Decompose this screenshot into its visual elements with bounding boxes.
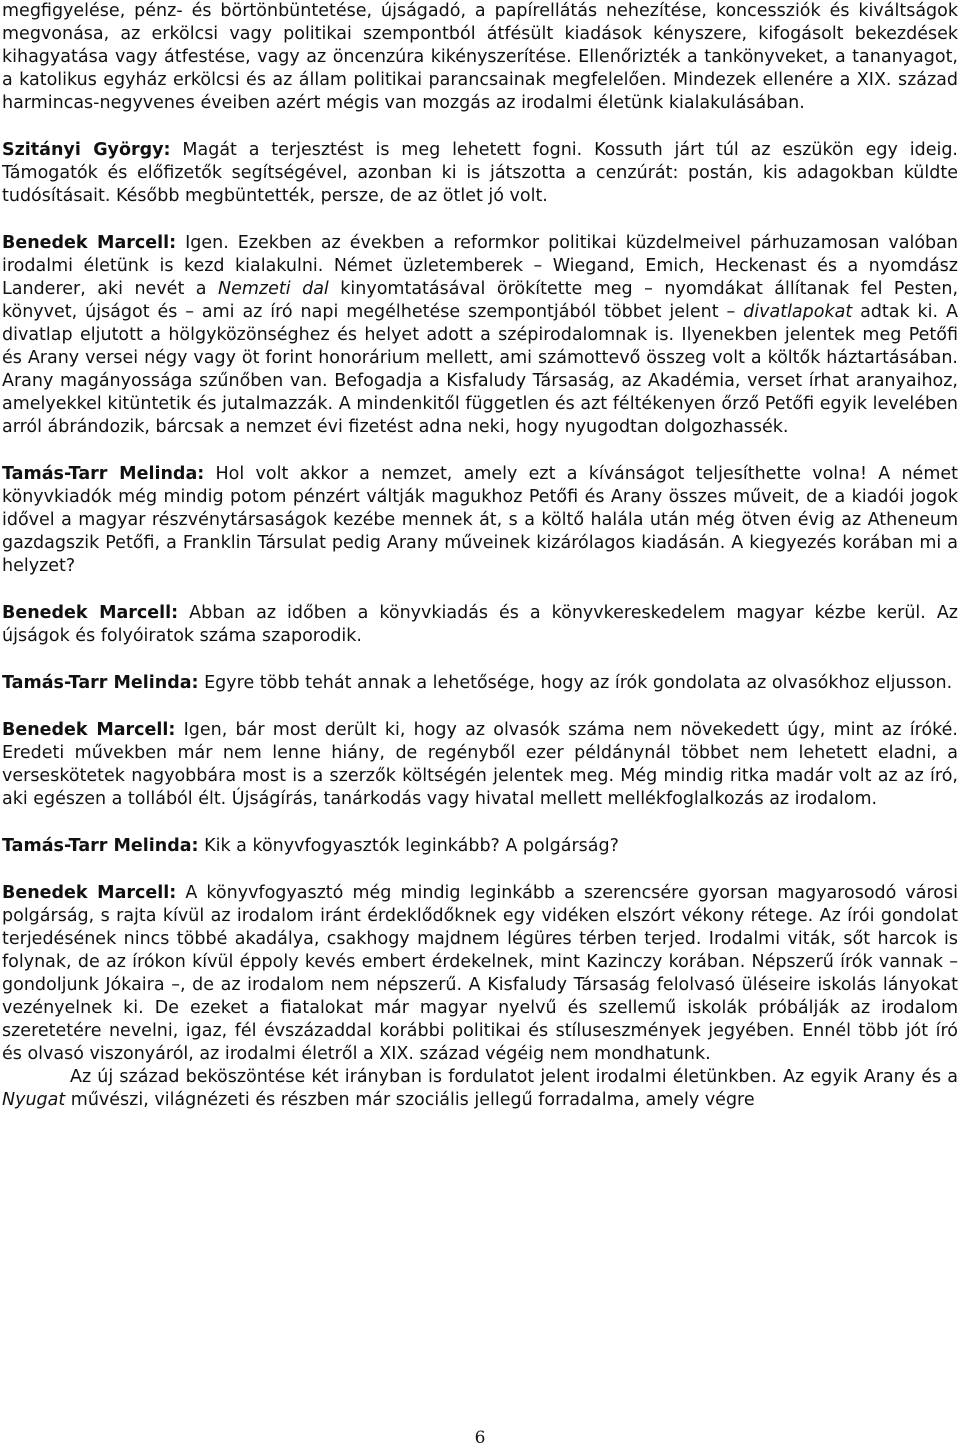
paragraph-gap <box>2 811 958 835</box>
speaker-name: Szitányi György: <box>2 140 171 160</box>
page-number: 6 <box>474 1428 486 1448</box>
paragraph-benedek-1 <box>2 232 958 439</box>
paragraph-text: Igen. Ezekben az években a reformkor politikai küzdelmeivel párhuzamosan valóban irodalmi életünk is kezd kialakulni. Német üzletemberek – Wiegand, Emich, Heckenast és a nyomdász Landerer, aki nevét a <box>2 233 958 299</box>
paragraph-text: megfigyelése, pénz- és börtönbüntetése, újságadó, a papírellátás nehezítése, koncessziók és kiváltságok megvonása, az erkölcsi vagy politikai szempontból átfésült kiadások kényszere, kifogásolt bekezdések kihagyatása vagy átfestése, vagy az öncenzúra kikényszerítése. Ellenőrizték a tankönyveket, a tananyagot, a katolikus egyház erkölcsi és az állam politikai parancsainak megfelelően. Mindezek ellenére a XIX. század harmincas-negyvenes éveiben azért mégis van mozgás az irodalmi életünk kialakulásában. <box>2 1 958 113</box>
paragraph-gap <box>2 578 958 602</box>
paragraph-benedek-4 <box>2 882 958 1066</box>
paragraph-text: Az új század beköszöntése két irányban is fordulatot jelent irodalmi életünkben. Az egyik Arany és a <box>70 1067 958 1087</box>
paragraph-text: Magát a terjesztést is meg lehetett fogni. Kossuth járt túl az eszükön egy ideig. Támogatók és előfizetők segítségével, azonban ki is játszotta a cenzúrát: postán, kis adagokban küldte tudósításait. Később megbüntették, persze, de az ötlet jó volt. <box>2 140 958 206</box>
paragraph-text: Igen, bár most derült ki, hogy az olvasók száma nem növekedett úgy, mint az íróké. Eredeti művekben már nem lenne hiány, de regényből ezer példánynál többet nem lehetett eladni, a verseskötetek nagyobbára most is a szerzők költségén jelentek meg. Még mindig ritka madár volt az az író, aki egészen a tollából élt. Újságírás, tanárkodás vagy hivatal mellett mellékfoglalkozás az irodalom. <box>2 720 958 809</box>
paragraph-censorship <box>2 0 958 115</box>
paragraph-gap <box>2 208 958 232</box>
paragraph-gap <box>2 648 958 672</box>
paragraph-text: kinyomtatásával örökítette meg – nyomdákat állítanak fel Pesten, könyvet, újságot és – ami az író napi megélhetése szempontjából többet jelent – <box>2 279 959 322</box>
paragraph-gap <box>2 858 958 882</box>
paragraph-gap <box>2 695 958 719</box>
paragraph-text: művészi, világnézeti és részben már szociális jellegű forradalma, amely végre <box>65 1090 755 1110</box>
paragraph-text: A könyvfogyasztó még mindig leginkább a szerencsére gyorsan magyarosodó városi polgárság, s rajta kívül az irodalom iránt érdeklődőknek egy vidéken elszórt vékony rétege. Az írói gondolat terjedésének nincs többé akadálya, csakhogy majdnem légüres térben terjed. Irodalmi viták, sőt harcok is folynak, de az írókon kívül éppoly kevés embert érdekelnek, mint Kazinczy korában. Népszerű írók vannak – gondoljunk Jókaira –, de az irodalom nem népszerű. A Kisfaludy Társaság felolvasó üléseire iskolás lányokat vezényelnek ki. De ezeket a fiatalokat már magyar nyelvű és szellemű iskolák próbálják az irodalom szeretetére nevelni, igaz, fél évszázaddal korábbi politikai és stíluseszmények jegyében. Ennél több jót író és olvasó viszonyáról, az irodalmi életről a XIX. század végéig nem mondhatunk. <box>2 883 958 1064</box>
paragraph-new-century <box>2 1066 958 1112</box>
journal-title-emphasis: Nyugat <box>2 1090 66 1110</box>
paragraph-text: Abban az időben a könyvkiadás és a könyvkereskedelem magyar kézbe kerül. Az újságok és folyóiratok száma szaporodik. <box>2 603 958 646</box>
title-emphasis: Nemzeti dal <box>218 279 329 299</box>
paragraph-gap <box>2 115 958 139</box>
paragraph-tamas-tarr-3 <box>2 835 958 858</box>
paragraph-benedek-3 <box>2 719 958 811</box>
speaker-name: Benedek Marcell: <box>2 233 177 253</box>
term-emphasis: divatlapokat <box>743 302 853 322</box>
paragraph-tamas-tarr-2 <box>2 672 958 695</box>
paragraph-gap <box>2 439 958 463</box>
paragraph-szitanyi-1 <box>2 139 958 208</box>
paragraph-text: Kik a könyvfogyasztók leginkább? A polgárság? <box>198 836 619 856</box>
paragraph-benedek-2 <box>2 602 958 648</box>
speaker-name: Benedek Marcell: <box>2 883 177 903</box>
speaker-name: Benedek Marcell: <box>2 603 179 623</box>
paragraph-text: adtak ki. A divatlap eljutott a hölgyközönséghez és helyet adott a szépirodalomnak is. Ilyenekben jelentek meg Petőfi és Arany versei négy vagy öt forint honorárium mellett, ami számottevő összeg volt a költők háztartásában. Arany magányossága szűnőben van. Befogadja a Kisfaludy Társaság, az Akadémia, verset írhat aranyaihoz, amelyekkel kitüntetik és jutalmazzák. A mindenkitől független és azt féltékenyen őrző Petőfi egyik levelében arról ábrándozik, bárcsak a nemzet évi fizetést adna neki, hogy nyugodtan dolgozhassék. <box>2 302 958 437</box>
paragraph-text: Egyre több tehát annak a lehetősége, hogy az írók gondolata az olvasókhoz eljusson. <box>198 673 953 693</box>
paragraph-text: Hol volt akkor a nemzet, amely ezt a kívánságot teljesíthette volna! A német könyvkiadók még mindig potom pénzért váltják magukhoz Petőfi és Arany összes műveit, de a kiadói jogok idővel a magyar részvénytársaságok kezébe mennek át, s a költő halála után még ötven évig az Atheneum gazdagszik Petőfi, a Franklin Társulat pedig Arany műveinek kizárólagos kiadásán. A kiegyezés korában mi a helyzet? <box>2 464 959 576</box>
speaker-name: Tamás-Tarr Melinda: <box>2 464 205 484</box>
paragraph-tamas-tarr-1 <box>2 463 958 578</box>
speaker-name: Tamás-Tarr Melinda: <box>2 836 199 856</box>
speaker-name: Tamás-Tarr Melinda: <box>2 673 199 693</box>
speaker-name: Benedek Marcell: <box>2 720 176 740</box>
